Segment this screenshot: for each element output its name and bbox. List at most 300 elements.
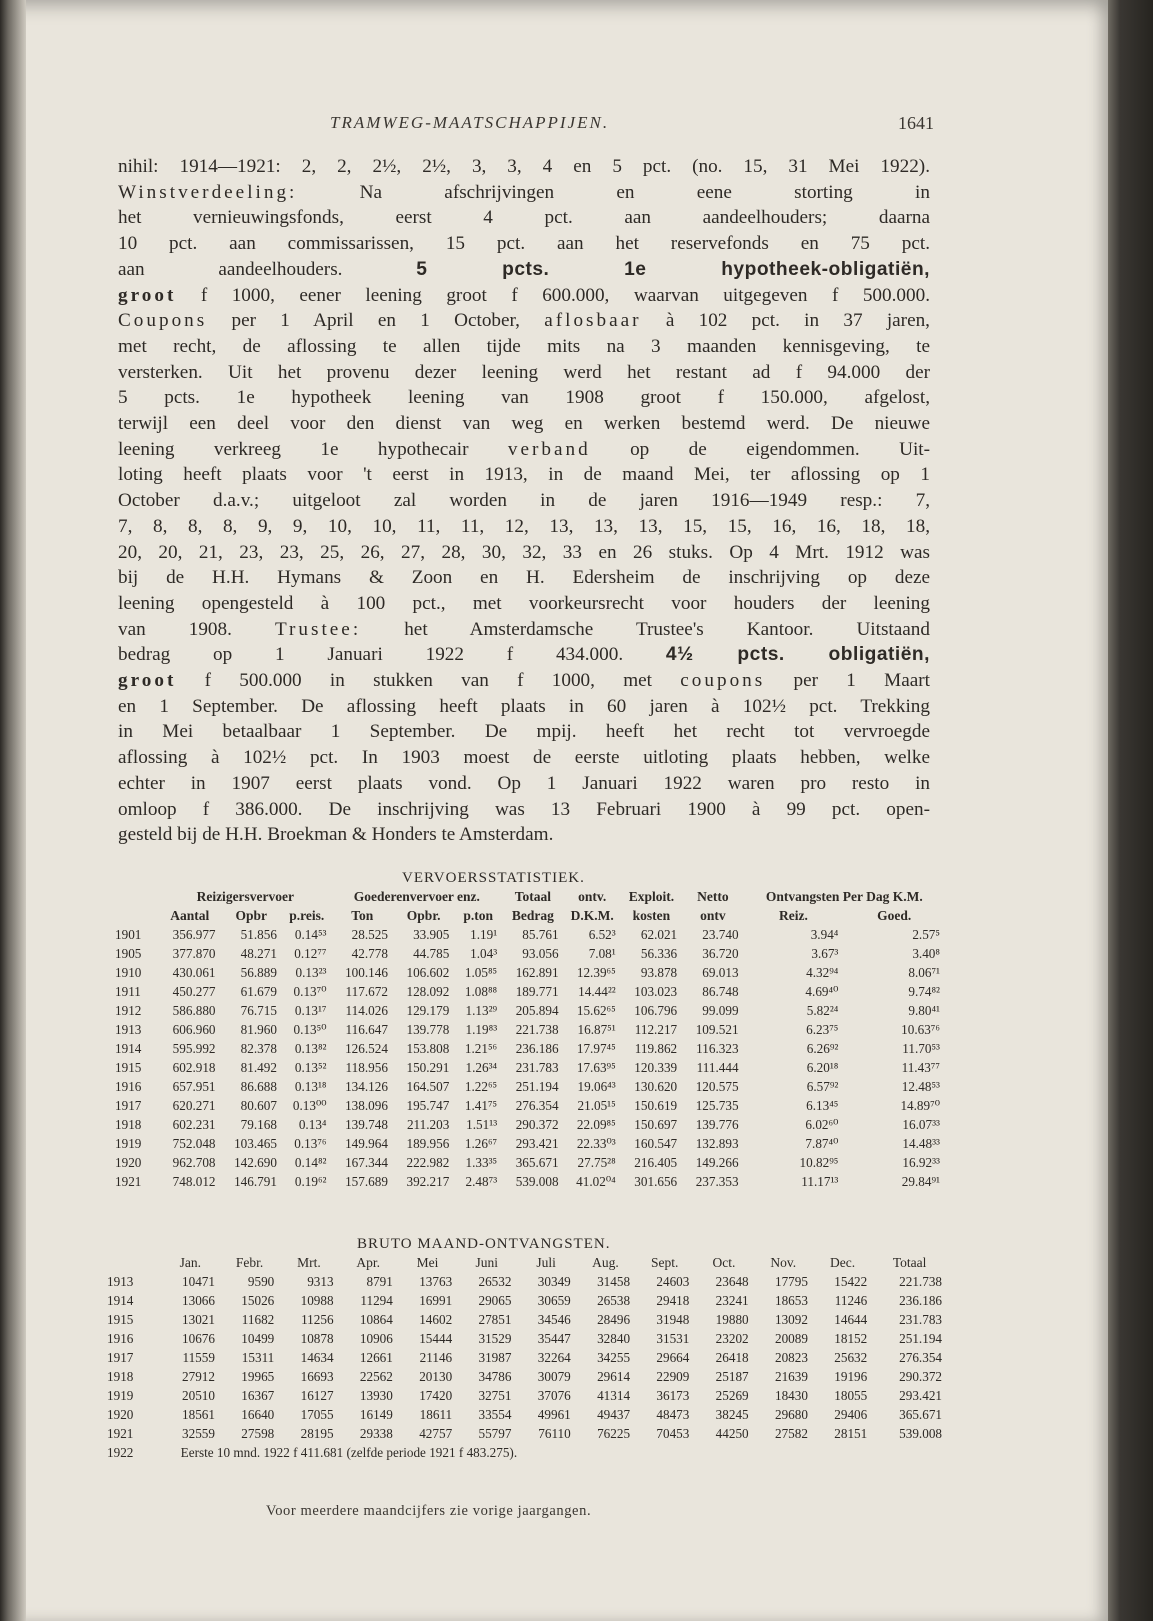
value-cell: 12.48⁵³: [901, 1079, 940, 1094]
value-cell: 27.75²⁸: [577, 1155, 616, 1170]
value-cell: 1.13²⁹: [465, 1003, 498, 1018]
text-line: [118, 180, 930, 206]
text-segment: groot: [118, 284, 177, 306]
value-cell: 29338: [359, 1426, 393, 1441]
value-cell: 51.856: [240, 927, 277, 942]
year-cell: 1911: [115, 984, 141, 999]
value-cell: 3.40⁸: [912, 946, 940, 961]
value-cell: 17420: [419, 1388, 453, 1403]
value-cell: 112.217: [634, 1022, 678, 1037]
value-cell: 56.336: [640, 946, 678, 961]
value-cell: 14.48³³: [902, 1136, 940, 1151]
value-cell: 23.740: [702, 927, 739, 942]
value-cell: 13930: [359, 1388, 393, 1403]
value-cell: 620.271: [172, 1098, 216, 1113]
value-cell: 6.26⁹²: [806, 1041, 839, 1056]
value-cell: 150.697: [634, 1117, 678, 1132]
text-segment: Coupons: [118, 310, 208, 332]
value-cell: 25632: [834, 1350, 868, 1365]
column-group-header: [115, 887, 159, 906]
text-line: [118, 257, 930, 283]
value-cell: 29.84⁹¹: [901, 1174, 940, 1189]
table-row: [115, 1020, 945, 1039]
text-line: [118, 591, 930, 617]
value-cell: 28151: [834, 1426, 868, 1441]
value-cell: 31531: [656, 1331, 690, 1346]
value-cell: 0.12⁷⁷: [294, 946, 327, 961]
value-cell: 132.893: [695, 1136, 739, 1151]
text-segment: f 500.000 in stukken van f 1000, met: [176, 670, 681, 692]
value-cell: 1.22⁶⁵: [464, 1079, 498, 1094]
value-cell: 167.344: [345, 1155, 388, 1170]
column-header: Juli: [536, 1255, 556, 1270]
footnote: Voor meerdere maandcijfers zie vorige jaargangen.: [266, 1503, 592, 1519]
value-cell: 25187: [715, 1369, 749, 1384]
value-cell: 41314: [597, 1388, 631, 1403]
value-cell: 10988: [300, 1293, 334, 1308]
value-cell: 15422: [834, 1274, 868, 1289]
text-line: [118, 617, 930, 643]
value-cell: 17795: [774, 1274, 808, 1289]
value-cell: 10676: [182, 1331, 215, 1346]
year-cell: 1912: [115, 1003, 142, 1018]
value-cell: 26538: [597, 1293, 631, 1308]
value-cell: 80.607: [240, 1098, 277, 1113]
value-cell: 23202: [715, 1331, 749, 1346]
text-segment: 5 pcts. 1e hypotheek leening van 1908 groot f 150.000, afgelost,: [118, 387, 930, 409]
value-cell: 114.026: [345, 1003, 388, 1018]
column-header: Totaal: [892, 1255, 927, 1270]
year-cell: 1921: [115, 1174, 142, 1189]
value-cell: 1.19¹: [470, 927, 498, 942]
text-segment: leening verkreeg 1e hypothecair: [118, 438, 508, 460]
value-cell: 16127: [300, 1388, 334, 1403]
value-cell: 293.421: [899, 1388, 942, 1403]
value-cell: 48473: [656, 1407, 690, 1422]
column-header: Juni: [475, 1255, 499, 1270]
value-cell: 365.671: [899, 1407, 942, 1422]
value-cell: 14634: [300, 1350, 334, 1365]
value-cell: 150.291: [406, 1060, 450, 1075]
value-cell: 11246: [834, 1293, 868, 1308]
column-header: Apr.: [356, 1255, 381, 1270]
table-row: [115, 963, 945, 982]
value-cell: 1.04³: [470, 946, 498, 961]
value-cell: 28.525: [351, 927, 388, 942]
value-cell: 1.05⁸⁵: [464, 965, 498, 980]
value-cell: 76.715: [240, 1003, 277, 1018]
page-number: 1641: [898, 113, 934, 133]
value-cell: 0.19⁶²: [294, 1174, 327, 1189]
value-cell: 36.720: [702, 946, 739, 961]
value-cell: 276.354: [515, 1098, 559, 1113]
value-cell: 392.217: [406, 1174, 450, 1189]
text-line: [118, 771, 930, 797]
text-line: [118, 719, 930, 745]
text-line: [118, 437, 930, 463]
value-cell: 11.17¹³: [801, 1174, 839, 1189]
value-cell: 15311: [241, 1350, 275, 1365]
value-cell: 752.048: [172, 1136, 216, 1151]
value-cell: 38245: [715, 1407, 749, 1422]
value-cell: 142.690: [234, 1155, 277, 1170]
text-segment: Na afschrijvingen en eene storting in: [297, 181, 930, 203]
value-cell: 8.06⁷¹: [908, 965, 940, 980]
value-cell: 28496: [597, 1312, 631, 1327]
value-cell: 539.008: [899, 1426, 942, 1441]
value-cell: 10.63⁷⁶: [901, 1022, 940, 1037]
column-header: Mrt.: [297, 1255, 321, 1270]
value-cell: 17055: [300, 1407, 334, 1422]
value-cell: 1.08⁸⁸: [464, 984, 498, 999]
value-cell: 18055: [834, 1388, 868, 1403]
value-cell: 150.619: [634, 1098, 678, 1113]
column-header: p.reis.: [289, 908, 325, 923]
year-cell: 1919: [107, 1388, 134, 1403]
table-row: [107, 1291, 947, 1310]
running-title: TRAMWEG-MAATSCHAPPIJEN.: [330, 113, 610, 132]
table-row: [115, 1153, 945, 1172]
year-cell: 1918: [107, 1369, 134, 1384]
value-cell: 0.14⁸²: [294, 1155, 327, 1170]
text-line: [118, 540, 930, 566]
value-cell: 16991: [419, 1293, 453, 1308]
value-cell: 21639: [774, 1369, 808, 1384]
value-cell: 10.82⁹⁵: [799, 1155, 839, 1170]
text-segment: nihil: 1914—1921: 2, 2, 2½, 2½, 3, 3, 4 en 5 pct. (no. 15, 31 Mei 1922).: [118, 156, 930, 177]
value-cell: 17.97⁴⁵: [576, 1041, 616, 1056]
value-cell: 236.186: [899, 1293, 942, 1308]
value-cell: 13763: [419, 1274, 453, 1289]
text-segment: bedrag op 1 Januari 1922 f 434.000.: [118, 644, 666, 666]
year-cell: 1916: [115, 1079, 142, 1094]
value-cell: 33554: [478, 1407, 512, 1422]
table-row: [115, 1077, 945, 1096]
value-cell: 22909: [656, 1369, 690, 1384]
column-header: Sept.: [651, 1255, 679, 1270]
text-line: [118, 385, 930, 411]
table-row: [115, 944, 945, 963]
value-cell: 69.013: [702, 965, 739, 980]
column-header: Opbr: [235, 908, 267, 923]
text-segment: het vernieuwingsfonds, eerst 4 pct. aan aandeelhouders; daarna: [118, 207, 930, 229]
value-cell: 44250: [715, 1426, 749, 1441]
value-cell: 20510: [182, 1388, 215, 1403]
value-cell: 1.21⁵⁶: [464, 1041, 498, 1056]
text-line: [118, 360, 930, 386]
text-segment: omloop f 386.000. De inschrijving was 13 Februari 1900 à 99 pct. open-: [118, 798, 930, 820]
value-cell: 377.870: [172, 946, 216, 961]
value-cell: 134.126: [345, 1079, 388, 1094]
text-segment: met recht, de aflossing te allen tijde mits na 3 maanden kennisgeving, te: [118, 335, 930, 357]
value-cell: 0.13⁵⁰: [293, 1022, 327, 1037]
value-cell: 100.146: [345, 965, 388, 980]
value-cell: 2.57⁵: [912, 927, 940, 942]
value-cell: 14602: [419, 1312, 453, 1327]
value-cell: 86.748: [702, 984, 739, 999]
value-cell: 595.992: [172, 1041, 216, 1056]
value-cell: 11256: [301, 1312, 334, 1327]
value-cell: 16.87⁵¹: [577, 1022, 616, 1037]
value-cell: 44.785: [413, 946, 450, 961]
text-line: [118, 205, 930, 231]
summary-cell: Eerste 10 mnd. 1922 f 411.681 (zelfde periode 1921 f 483.275).: [180, 1445, 518, 1460]
value-cell: 31948: [656, 1312, 690, 1327]
year-cell: 1901: [115, 927, 142, 942]
value-cell: 189.956: [406, 1136, 450, 1151]
text-line: [118, 488, 930, 514]
value-cell: 22.09⁸⁵: [576, 1117, 616, 1132]
text-segment: aflosbaar: [544, 310, 642, 332]
value-cell: 10864: [359, 1312, 393, 1327]
value-cell: 602.231: [172, 1117, 216, 1132]
value-cell: 29418: [656, 1293, 690, 1308]
value-cell: 0.14⁵³: [294, 927, 327, 942]
value-cell: 2.48⁷³: [465, 1174, 498, 1189]
value-cell: 42757: [419, 1426, 453, 1441]
value-cell: 236.186: [515, 1041, 559, 1056]
text-segment: 20, 20, 21, 23, 23, 25, 26, 27, 28, 30, 32, 33 en 26 stuks. Op 4 Mrt. 1912 was: [118, 541, 930, 563]
text-line: [118, 797, 930, 823]
value-cell: 6.20¹⁸: [806, 1060, 839, 1075]
value-cell: 5.82²⁴: [806, 1003, 839, 1018]
value-cell: 130.620: [634, 1079, 678, 1094]
text-segment: bij de H.H. Hymans & Zoon en H. Edersheim de inschrijving op deze: [118, 567, 930, 589]
value-cell: 11294: [360, 1293, 393, 1308]
table-row: [107, 1329, 947, 1348]
year-cell: 1920: [115, 1155, 142, 1170]
value-cell: 22562: [359, 1369, 393, 1384]
value-cell: 586.880: [172, 1003, 216, 1018]
value-cell: 216.405: [634, 1155, 678, 1170]
column-header: [115, 906, 159, 925]
text-segment: Winstverdeeling:: [118, 181, 298, 203]
text-segment: f 1000, eener leening groot f 600.000, waarvan uitgegeven f 500.000.: [176, 284, 930, 306]
value-cell: 1.19⁸³: [465, 1022, 498, 1037]
column-header: Mei: [416, 1255, 439, 1270]
value-cell: 16640: [241, 1407, 275, 1422]
value-cell: 0.13⁵²: [294, 1060, 327, 1075]
text-line: [118, 745, 930, 771]
value-cell: 103.023: [634, 984, 678, 999]
value-cell: 129.179: [406, 1003, 450, 1018]
year-cell: 1921: [107, 1426, 134, 1441]
value-cell: 34255: [597, 1350, 631, 1365]
value-cell: 17.63⁹⁵: [576, 1060, 616, 1075]
value-cell: 21146: [419, 1350, 453, 1365]
value-cell: 149.964: [345, 1136, 388, 1151]
column-header: Goed.: [877, 908, 912, 923]
value-cell: 205.894: [515, 1003, 559, 1018]
value-cell: 81.960: [240, 1022, 277, 1037]
value-cell: 18430: [774, 1388, 808, 1403]
column-group-header: Ontvangsten Per Dag K.M.: [765, 889, 923, 904]
year-cell: 1919: [115, 1136, 142, 1151]
value-cell: 27582: [774, 1426, 808, 1441]
value-cell: 49961: [537, 1407, 571, 1422]
value-cell: 15.62⁶⁵: [576, 1003, 616, 1018]
value-cell: 93.878: [640, 965, 678, 980]
value-cell: 30659: [537, 1293, 571, 1308]
text-segment: per 1 Maart: [765, 670, 930, 692]
value-cell: 162.891: [515, 965, 559, 980]
value-cell: 85.761: [522, 927, 559, 942]
table-row: [115, 1039, 945, 1058]
value-cell: 16367: [241, 1388, 275, 1403]
value-cell: 1.26³⁴: [465, 1060, 498, 1075]
year-cell: 1913: [115, 1022, 142, 1037]
text-segment: verband: [507, 438, 591, 460]
table-row: [107, 1424, 947, 1443]
value-cell: 10471: [182, 1274, 215, 1289]
page-gutter: [0, 0, 26, 1621]
value-cell: 116.647: [345, 1022, 388, 1037]
text-line: [118, 334, 930, 360]
value-cell: 31987: [478, 1350, 512, 1365]
value-cell: 0.13⁸²: [294, 1041, 327, 1056]
column-group-header: Totaal: [514, 889, 551, 904]
value-cell: 128.092: [406, 984, 450, 999]
value-cell: 32559: [182, 1426, 215, 1441]
value-cell: 14.89⁷⁰: [900, 1098, 940, 1113]
year-cell: 1913: [107, 1274, 134, 1289]
value-cell: 149.266: [695, 1155, 739, 1170]
table-row: [107, 1348, 947, 1367]
text-segment: terwijl een deel voor den dienst van weg en werken bestemd werd. De nieuwe: [118, 413, 930, 435]
table-header-row: [107, 1253, 947, 1272]
value-cell: 20823: [774, 1350, 808, 1365]
text-segment: 7, 8, 8, 8, 9, 9, 10, 10, 11, 11, 12, 13, 13, 13, 15, 15, 16, 16, 18, 18,: [118, 515, 930, 537]
value-cell: 24603: [656, 1274, 690, 1289]
column-group-header: Reizigersvervoer: [196, 889, 295, 904]
value-cell: 189.771: [515, 984, 559, 999]
value-cell: 13021: [182, 1312, 215, 1327]
column-header: Opbr.: [406, 908, 441, 923]
year-cell: 1905: [115, 946, 142, 961]
text-line: [118, 822, 930, 848]
table-row: [115, 1096, 945, 1115]
value-cell: 962.708: [172, 1155, 216, 1170]
value-cell: 430.061: [172, 965, 216, 980]
text-segment: 4½ pcts. obligatiën,: [665, 644, 930, 666]
value-cell: 19880: [715, 1312, 749, 1327]
value-cell: 1.41⁷⁵: [464, 1098, 498, 1113]
table-row: [107, 1405, 947, 1424]
value-cell: 42.778: [351, 946, 388, 961]
text-segment: op de eigendommen. Uit-: [590, 438, 930, 460]
value-cell: 32264: [537, 1350, 571, 1365]
value-cell: 11559: [182, 1350, 215, 1365]
value-cell: 0.13¹⁸: [294, 1079, 327, 1094]
value-cell: 7.08¹: [588, 946, 616, 961]
value-cell: 29664: [656, 1350, 690, 1365]
value-cell: 12661: [359, 1350, 393, 1365]
value-cell: 602.918: [172, 1060, 216, 1075]
value-cell: 22.33⁰³: [576, 1136, 616, 1151]
value-cell: 28195: [300, 1426, 334, 1441]
value-cell: 146.791: [234, 1174, 277, 1189]
text-line: [118, 411, 930, 437]
year-cell: 1910: [115, 965, 142, 980]
value-cell: 231.783: [515, 1060, 559, 1075]
column-header: ontv: [700, 908, 726, 923]
text-line: [118, 668, 930, 694]
value-cell: 139.778: [406, 1022, 450, 1037]
value-cell: 27912: [182, 1369, 215, 1384]
value-cell: 29065: [478, 1293, 512, 1308]
column-header: [107, 1253, 161, 1272]
text-segment: coupons: [680, 670, 766, 692]
value-cell: 221.738: [899, 1274, 942, 1289]
text-line: [118, 154, 930, 180]
value-cell: 290.372: [515, 1117, 559, 1132]
value-cell: 117.672: [345, 984, 388, 999]
book-edge: [1108, 0, 1153, 1621]
value-cell: 111.444: [696, 1060, 739, 1075]
table-row: [115, 1115, 945, 1134]
column-header: Reiz.: [779, 908, 808, 923]
value-cell: 14.44²²: [578, 984, 616, 999]
table-row: [107, 1443, 947, 1462]
table-row: [115, 1001, 945, 1020]
value-cell: 13066: [182, 1293, 215, 1308]
value-cell: 76225: [597, 1426, 631, 1441]
value-cell: 195.747: [406, 1098, 450, 1113]
value-cell: 20089: [774, 1331, 808, 1346]
vervoersstatistiek-table: [115, 887, 945, 1191]
value-cell: 81.492: [240, 1060, 277, 1075]
value-cell: 18611: [419, 1407, 453, 1422]
text-segment: het Amsterdamsche Trustee's Kantoor. Uitstaand: [361, 618, 930, 640]
text-segment: groot: [118, 670, 177, 692]
value-cell: 139.748: [345, 1117, 388, 1132]
value-cell: 251.194: [899, 1331, 942, 1346]
value-cell: 539.008: [515, 1174, 559, 1189]
value-cell: 237.353: [695, 1174, 739, 1189]
value-cell: 10906: [359, 1331, 393, 1346]
value-cell: 365.671: [515, 1155, 559, 1170]
year-cell: 1920: [107, 1407, 134, 1422]
value-cell: 0.13¹⁷: [294, 1003, 327, 1018]
text-segment: October d.a.v.; uitgeloot zal worden in de jaren 1916—1949 resp.: 7,: [118, 490, 930, 512]
value-cell: 31458: [597, 1274, 631, 1289]
value-cell: 8791: [366, 1274, 393, 1289]
value-cell: 55797: [478, 1426, 512, 1441]
value-cell: 33.905: [413, 927, 450, 942]
table-row: [115, 1058, 945, 1077]
company-description-text: [118, 154, 930, 848]
value-cell: 160.547: [634, 1136, 678, 1151]
value-cell: 19.06⁴³: [577, 1079, 616, 1094]
year-cell: 1914: [107, 1293, 134, 1308]
table-row: [115, 1134, 945, 1153]
value-cell: 109.521: [695, 1022, 739, 1037]
value-cell: 125.735: [695, 1098, 739, 1113]
value-cell: 211.203: [406, 1117, 450, 1132]
value-cell: 30079: [537, 1369, 571, 1384]
value-cell: 7.87⁴⁰: [805, 1136, 839, 1151]
value-cell: 82.378: [240, 1041, 277, 1056]
value-cell: 3.94⁴: [810, 927, 839, 942]
value-cell: 10499: [241, 1331, 275, 1346]
text-segment: leening opengesteld à 100 pct., met voorkeursrecht voor houders der leening: [118, 592, 930, 614]
year-cell: 1922: [107, 1445, 134, 1460]
value-cell: 76110: [538, 1426, 571, 1441]
text-segment: aflossing à 102½ pct. In 1903 moest de eerste uitloting plaats hebben, welke: [118, 747, 930, 769]
text-segment: Trustee:: [274, 618, 362, 640]
value-cell: 61.679: [240, 984, 277, 999]
value-cell: 11682: [241, 1312, 275, 1327]
